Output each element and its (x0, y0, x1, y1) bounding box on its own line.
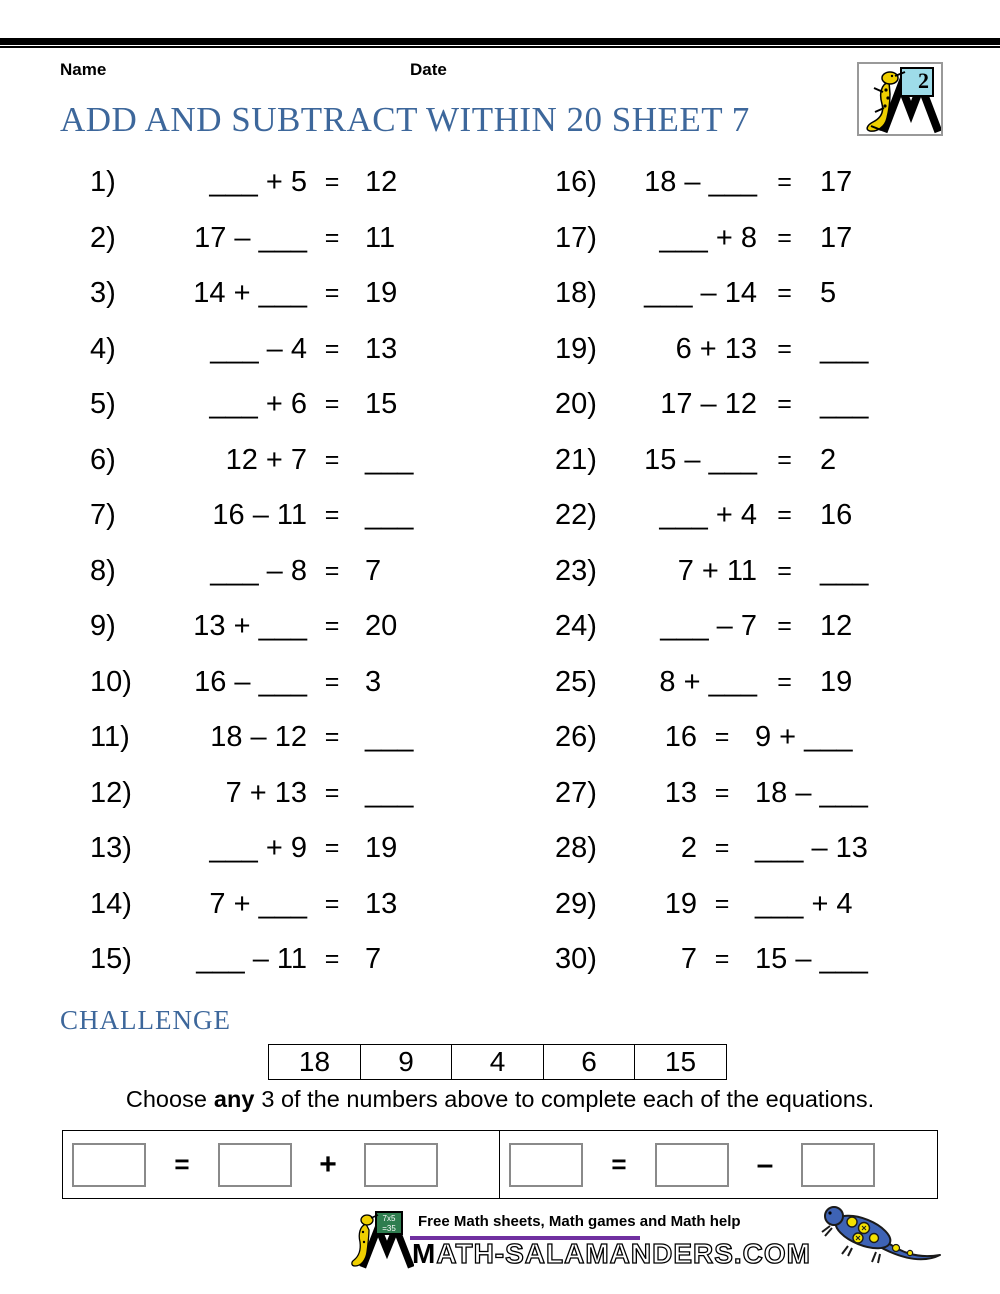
equation-right-side: 17 (820, 221, 853, 254)
problem-row (60, 377, 500, 433)
equals-sign: = (777, 279, 792, 308)
addition-equation (63, 1131, 500, 1198)
equation-right-side: 15 (365, 388, 398, 421)
problem-number: 20) (555, 388, 597, 421)
equals-sign: = (777, 390, 792, 419)
problem-row (60, 155, 500, 211)
equals-sign: = (777, 501, 792, 530)
answer-box[interactable] (72, 1143, 146, 1187)
equation-left-side: 7 + 13 (225, 776, 307, 809)
equation-right-side: 5 (820, 277, 837, 310)
problem-row (525, 433, 965, 489)
problem-number: 27) (555, 776, 597, 809)
equation-left-side: ___ – 14 (644, 277, 757, 310)
equals-sign: = (324, 667, 340, 696)
equation-right-side: 19 (365, 277, 398, 310)
equation-left-side: 18 – 12 (210, 721, 307, 754)
answer-box[interactable] (509, 1143, 583, 1187)
problem-row (60, 766, 500, 822)
equation-left-side: 12 + 7 (225, 443, 307, 476)
equation-left-side: ___ – 8 (210, 554, 307, 587)
grade-number: 2 (918, 68, 929, 93)
site-wordmark-m: M (412, 1238, 437, 1269)
equals-sign: = (777, 168, 792, 197)
problem-number: 18) (555, 277, 597, 310)
footer-tagline: Free Math sheets, Math games and Math help (418, 1213, 741, 1230)
equation-right-side: 2 (820, 443, 837, 476)
equals-sign: = (324, 723, 340, 752)
equation-left-side: ___ + 5 (209, 166, 307, 199)
equation-left-side: 15 – ___ (644, 443, 757, 476)
problem-row (60, 322, 500, 378)
equation-left-side: 16 – 11 (212, 499, 307, 532)
equals-sign: = (324, 168, 340, 197)
equals-sign: = (777, 334, 792, 363)
problem-number: 7) (90, 499, 116, 532)
site-wordmark (412, 1238, 811, 1270)
equation-right-side: 13 (365, 887, 398, 920)
top-divider-rule (0, 38, 1000, 48)
problem-row (525, 599, 965, 655)
equals-sign: = (324, 334, 340, 363)
problem-number: 1) (90, 166, 116, 199)
equals-sign: = (777, 556, 792, 585)
equation-left-side: ___ – 7 (660, 610, 757, 643)
problem-row (525, 322, 965, 378)
problem-number: 9) (90, 610, 116, 643)
equation-right-side: ___ (820, 554, 869, 587)
mini-board-line2: =35 (382, 1224, 396, 1233)
equals-sign: = (714, 723, 730, 752)
equals-sign: = (324, 778, 340, 807)
problem-row (525, 544, 965, 600)
equation-right-side: 11 (365, 221, 396, 254)
problem-row (60, 932, 500, 988)
equation-right-side: 20 (365, 610, 398, 643)
challenge-number-cell: 15 (634, 1044, 727, 1080)
equation-right-side: 9 + ___ (755, 721, 853, 754)
equals-sign: = (324, 501, 340, 530)
problem-number: 17) (555, 221, 597, 254)
subtraction-equation (500, 1131, 937, 1198)
problem-number: 8) (90, 554, 116, 587)
equation-right-side: 19 (365, 832, 398, 865)
problem-number: 10) (90, 665, 132, 698)
equation-left-side: 7 (680, 943, 697, 976)
equation-left-side: 8 + ___ (659, 665, 757, 698)
instruction-bold: any (213, 1086, 255, 1112)
equation-left-side: 13 + ___ (193, 610, 307, 643)
minus-sign: – (756, 1147, 774, 1181)
problem-row (525, 877, 965, 933)
equation-left-side: 18 – ___ (644, 166, 757, 199)
problem-row (60, 211, 500, 267)
site-wordmark-rest: ATH-SALAMANDERS.COM (436, 1238, 812, 1269)
equation-right-side: 7 (365, 554, 382, 587)
problem-row (525, 655, 965, 711)
equals-sign: = (777, 445, 792, 474)
challenge-number-cell: 4 (451, 1044, 544, 1080)
problem-row (60, 544, 500, 600)
problem-row (60, 710, 500, 766)
equation-right-side: ___ + 4 (755, 887, 853, 920)
equation-left-side: 7 + ___ (209, 887, 307, 920)
equation-left-side: 6 + 13 (675, 332, 757, 365)
problem-row (60, 433, 500, 489)
challenge-number-cell: 18 (268, 1044, 361, 1080)
equation-right-side: 16 (820, 499, 853, 532)
equals-sign: = (714, 945, 730, 974)
problem-number: 21) (555, 443, 597, 476)
equals-sign: = (777, 612, 792, 641)
equation-right-side: ___ (365, 776, 414, 809)
problem-number: 5) (90, 388, 116, 421)
equation-right-side: 13 (365, 332, 398, 365)
problem-number: 22) (555, 499, 597, 532)
equals-sign: = (324, 445, 340, 474)
plus-sign: + (319, 1147, 337, 1181)
equation-left-side: ___ – 4 (210, 332, 307, 365)
answer-box[interactable] (218, 1143, 292, 1187)
equation-left-side: ___ + 6 (209, 388, 307, 421)
equation-left-side: 17 – ___ (194, 221, 307, 254)
problem-row (60, 266, 500, 322)
equation-left-side: 14 + ___ (193, 277, 307, 310)
problem-number: 26) (555, 721, 597, 754)
name-label: Name (60, 60, 107, 79)
equation-right-side: ___ – 13 (755, 832, 868, 865)
equation-right-side: 7 (365, 943, 382, 976)
equation-left-side: ___ + 8 (659, 221, 757, 254)
equation-right-side: ___ (820, 332, 869, 365)
equals-sign: = (324, 390, 340, 419)
equation-right-side: ___ (820, 388, 869, 421)
problem-number: 2) (90, 221, 116, 254)
equation-left-side: 19 (664, 887, 697, 920)
equation-right-side: 19 (820, 665, 853, 698)
problems-column-left (60, 155, 500, 988)
equation-right-side: 18 – ___ (755, 776, 868, 809)
equals-sign: = (714, 889, 730, 918)
problem-number: 19) (555, 332, 597, 365)
equals-sign: = (324, 556, 340, 585)
problems-column-right (525, 155, 965, 988)
equals-sign: = (324, 834, 340, 863)
equation-left-side: 13 (664, 776, 697, 809)
equation-right-side: 3 (365, 665, 382, 698)
equals-sign: = (714, 834, 730, 863)
equals-sign: = (714, 778, 730, 807)
equation-right-side: ___ (365, 721, 414, 754)
equals-sign: = (324, 279, 340, 308)
problem-row (525, 710, 965, 766)
answer-box[interactable] (655, 1143, 729, 1187)
answer-box[interactable] (801, 1143, 875, 1187)
problem-row (60, 488, 500, 544)
problem-number: 13) (90, 832, 132, 865)
problem-number: 28) (555, 832, 597, 865)
equation-left-side: ___ + 4 (659, 499, 757, 532)
challenge-number-cell: 9 (360, 1044, 453, 1080)
problem-number: 25) (555, 665, 597, 698)
footer-easel-logo (350, 1208, 414, 1270)
problem-row (525, 488, 965, 544)
blue-salamander-icon (818, 1200, 953, 1272)
equation-right-side: 12 (820, 610, 853, 643)
problem-row (60, 821, 500, 877)
challenge-number-table (268, 1044, 727, 1080)
problem-number: 6) (90, 443, 116, 476)
equation-left-side: 16 – ___ (194, 665, 307, 698)
problem-row (525, 266, 965, 322)
problem-row (60, 599, 500, 655)
problem-number: 14) (90, 887, 132, 920)
equation-left-side: 17 – 12 (660, 388, 757, 421)
equation-left-side: 16 (664, 721, 697, 754)
equation-left-side: ___ – 11 (196, 943, 307, 976)
equals-sign: = (324, 612, 340, 641)
problem-row (525, 377, 965, 433)
problem-number: 15) (90, 943, 132, 976)
challenge-instruction (0, 1086, 1000, 1113)
equation-right-side: ___ (365, 443, 414, 476)
problem-row (60, 877, 500, 933)
problem-number: 11) (90, 721, 130, 754)
equation-right-side: 15 – ___ (755, 943, 868, 976)
problem-row (525, 766, 965, 822)
page-title: ADD AND SUBTRACT WITHIN 20 SHEET 7 (60, 100, 750, 139)
problem-row (525, 821, 965, 877)
equals-sign: = (777, 223, 792, 252)
problem-row (60, 655, 500, 711)
equation-left-side: 2 (680, 832, 697, 865)
challenge-number-cell: 6 (543, 1044, 636, 1080)
problem-number: 23) (555, 554, 597, 587)
equation-right-side: 12 (365, 166, 398, 199)
date-label: Date (410, 60, 447, 79)
equals-sign: = (777, 667, 792, 696)
problem-number: 24) (555, 610, 597, 643)
problem-row (525, 155, 965, 211)
answer-box[interactable] (364, 1143, 438, 1187)
challenge-heading: CHALLENGE (60, 1005, 231, 1035)
problem-number: 12) (90, 776, 132, 809)
problem-number: 3) (90, 277, 116, 310)
equals-sign: = (324, 945, 340, 974)
equation-left-side: 7 + 11 (677, 554, 757, 587)
equals-sign: = (174, 1149, 190, 1179)
problem-row (525, 932, 965, 988)
problem-number: 30) (555, 943, 597, 976)
mini-board-line1: 7x5 (382, 1214, 396, 1223)
equals-sign: = (611, 1149, 627, 1179)
problem-row (525, 211, 965, 267)
problem-number: 29) (555, 887, 597, 920)
equals-sign: = (324, 889, 340, 918)
equation-left-side: ___ + 9 (209, 832, 307, 865)
challenge-equation-frame (62, 1130, 938, 1199)
equation-right-side: ___ (365, 499, 414, 532)
equals-sign: = (324, 223, 340, 252)
math-salamanders-corner-logo (857, 62, 943, 136)
equation-right-side: 17 (820, 166, 853, 199)
problem-number: 16) (555, 166, 597, 199)
instruction-pre: Choose (125, 1086, 207, 1112)
instruction-post: 3 of the numbers above to complete each of the equations. (261, 1086, 875, 1112)
problem-number: 4) (90, 332, 116, 365)
